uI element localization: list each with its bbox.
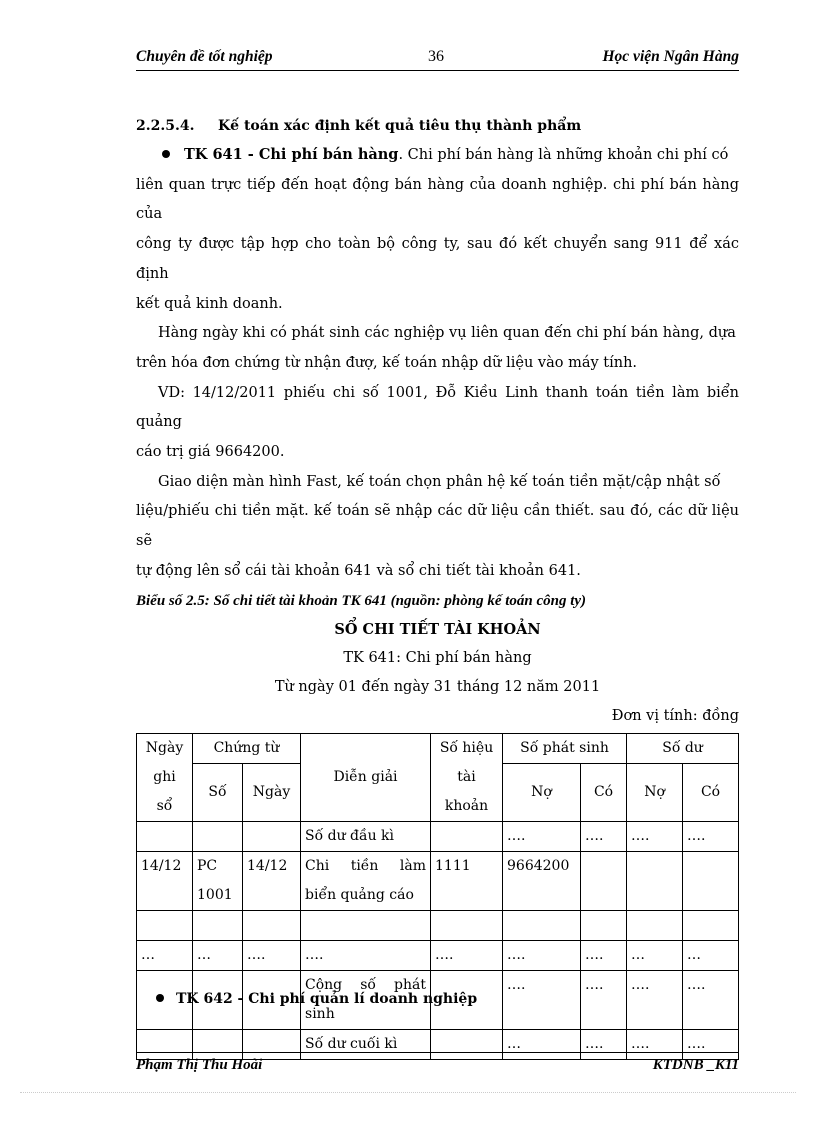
header-balance: Số dư bbox=[627, 733, 739, 763]
cell-desc: Số dư cuối kì bbox=[301, 1029, 431, 1059]
bullet-tk642-text: TK 642 - Chi phí quản lí doanh nghiệp bbox=[176, 991, 478, 1007]
bullet-icon bbox=[162, 150, 170, 158]
footer-author: Phạm Thị Thu Hoài bbox=[136, 1057, 263, 1073]
cell-desc: Số dư đầu kì bbox=[301, 821, 431, 851]
table-row-empty bbox=[137, 910, 739, 940]
cell-desc: Chi tiền làm biển quảng cáo bbox=[301, 851, 431, 910]
cell-date: 14/12 bbox=[137, 851, 193, 910]
header-balance-credit: Có bbox=[683, 763, 739, 821]
paragraph-1-line-1: Hàng ngày khi có phát sinh các nghiệp vụ liên quan đến chi phí bán hàng, dựa bbox=[158, 325, 736, 342]
table-row-opening bbox=[137, 821, 739, 851]
bullet-text-line-4: kết quả kinh doanh. bbox=[136, 295, 283, 312]
paragraph-2-line-1: VD: 14/12/2011 phiếu chi số 1001, Đỗ Kiều Linh thanh toán tiền làm biển quảng bbox=[136, 384, 739, 431]
table-row-dots: … … …. …. …. …. …. … … bbox=[137, 940, 739, 970]
header-voucher-date: Ngày bbox=[243, 763, 301, 821]
header-balance-debit: Nợ bbox=[627, 763, 683, 821]
bullet-tk641 bbox=[136, 140, 739, 171]
page-footer bbox=[136, 1052, 739, 1073]
paragraph-3-line-3: tự động lên sổ cái tài khoản 641 và sổ chi tiết tài khoản 641. bbox=[136, 562, 581, 579]
footer-class: KTDNB _K11 bbox=[652, 1057, 739, 1073]
bullet-term: TK 641 - Chi phí bán hàng bbox=[184, 146, 399, 163]
header-debit: Nợ bbox=[503, 763, 581, 821]
header-document-type: Chuyên đề tốt nghiệp bbox=[136, 48, 273, 65]
section-heading bbox=[136, 112, 739, 140]
bullet-text-line-2: liên quan trực tiếp đến hoạt động bán hàng của doanh nghiệp. chi phí bán hàng của bbox=[136, 176, 739, 223]
header-credit: Có bbox=[581, 763, 627, 821]
cell-bal-debit: …. bbox=[627, 821, 683, 851]
ledger-subtitle: TK 641: Chi phí bán hàng bbox=[343, 649, 532, 666]
cell-account: 1111 bbox=[431, 851, 503, 910]
table-row-total: Cộng số phát sinh …. …. …. …. bbox=[137, 970, 739, 1029]
header-voucher: Chứng từ bbox=[193, 733, 301, 763]
bullet-tk642 bbox=[136, 985, 739, 1013]
paragraph-1-line-2: trên hóa đơn chứng từ nhận đượ, kế toán nhập dữ liệu vào máy tính. bbox=[136, 354, 638, 371]
header-movement: Số phát sinh bbox=[503, 733, 627, 763]
paragraph-2-line-2: cáo trị giá 9664200. bbox=[136, 444, 285, 461]
header-account: Số hiệu tài khoản bbox=[431, 733, 503, 821]
cell-debit: …. bbox=[503, 821, 581, 851]
cell-voucher-number: PC 1001 bbox=[193, 851, 243, 910]
cell-credit: …. bbox=[581, 821, 627, 851]
cell-debit: 9664200 bbox=[503, 851, 581, 910]
table-row-closing: Số dư cuối kì … …. …. …. bbox=[137, 1029, 739, 1059]
table-caption: Biểu số 2.5: Sổ chi tiết tài khoản TK 641 (nguồn: phòng kế toán công ty) bbox=[136, 592, 587, 609]
page-number: 36 bbox=[428, 48, 444, 65]
header-description: Diễn giải bbox=[301, 733, 431, 821]
section-number: 2.2.5.4. bbox=[136, 118, 195, 134]
page-content bbox=[136, 112, 739, 1060]
header-institution: Học viện Ngân Hàng bbox=[602, 48, 739, 65]
cell-bal-credit: …. bbox=[683, 821, 739, 851]
table-row-entry bbox=[137, 851, 739, 910]
page-bottom-divider bbox=[20, 1092, 796, 1093]
page-header bbox=[136, 46, 739, 71]
bullet-text-line-1: . Chi phí bán hàng là những khoản chi phí có bbox=[398, 147, 729, 163]
bullet-text-line-3: công ty được tập hợp cho toàn bộ công ty, sau đó kết chuyển sang 911 để xác định bbox=[136, 236, 739, 282]
paragraph-3-line-1: Giao diện màn hình Fast, kế toán chọn phân hệ kế toán tiền mặt/cập nhật số bbox=[158, 473, 721, 490]
header-voucher-number: Số bbox=[193, 763, 243, 821]
cell-voucher-date: 14/12 bbox=[243, 851, 301, 910]
ledger-title: SỔ CHI TIẾT TÀI KHOẢN bbox=[334, 620, 541, 638]
ledger-unit: Đơn vị tính: đồng bbox=[611, 707, 739, 724]
ledger-period: Từ ngày 01 đến ngày 31 tháng 12 năm 2011 bbox=[274, 678, 601, 695]
paragraph-3-line-2: liệu/phiếu chi tiền mặt. kế toán sẽ nhập các dữ liệu cần thiết. sau đó, các dữ liệu sẽ bbox=[136, 503, 739, 550]
header-date: Ngày ghi sổ bbox=[137, 733, 193, 821]
table-header-row-1 bbox=[137, 733, 739, 763]
cell-desc: Cộng số phát sinh bbox=[301, 970, 431, 1029]
section-title: Kế toán xác định kết quả tiêu thụ thành phẩm bbox=[218, 118, 582, 134]
bullet-icon bbox=[156, 994, 164, 1002]
